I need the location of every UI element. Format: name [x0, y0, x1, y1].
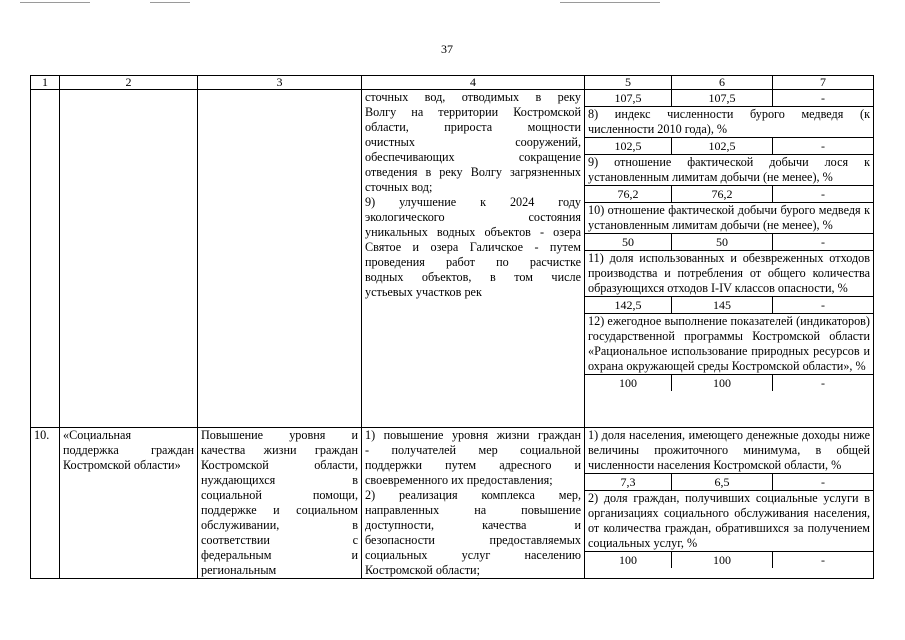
page-number: 37	[441, 42, 453, 56]
program-table	[30, 75, 874, 579]
table-row	[31, 428, 874, 579]
value-col-5: 102,5	[585, 138, 672, 154]
program-name-line: Костромской области»	[63, 458, 181, 472]
indicator-text: 9) отношение фактической добычи лося к установленным лимитам добычи (не менее), %	[585, 155, 873, 186]
indicator-values	[585, 552, 873, 568]
task-line: Костромской области;	[365, 563, 480, 577]
task-line: очистных сооружений,	[365, 135, 581, 149]
indicator-values	[585, 138, 873, 155]
value-col-6: 145	[672, 297, 773, 313]
header-row	[31, 76, 874, 90]
task-line: направленных на повышение	[365, 503, 581, 517]
value-col-7: -	[821, 553, 825, 567]
value-col-5: 76,2	[585, 186, 672, 202]
indicators-cell	[585, 428, 874, 579]
value-col-7: -	[821, 235, 825, 249]
task-line: устьевых участков рек	[365, 285, 482, 299]
goal-line: соответствии с	[201, 533, 358, 547]
indicator-text: 11) доля использованных и обезвреженных отходов производства и потребления от общего количества образующихся отходов I-IV классов опасности, %	[585, 251, 873, 297]
header-col-2: 2	[60, 76, 198, 90]
goal-line: нуждающихся в	[201, 473, 358, 487]
goal-line: Костромской области,	[201, 458, 358, 472]
task-line: уникальных водных объектов - озера	[365, 225, 581, 239]
indicator-values	[585, 234, 873, 251]
header-col-3: 3	[198, 76, 362, 90]
value-col-7: -	[821, 475, 825, 489]
indicator-values	[585, 297, 873, 314]
header-col-6: 6	[672, 76, 773, 89]
header-col-5: 5	[585, 76, 672, 89]
indicator-values	[585, 474, 873, 491]
task-line: своевременного их предоставления;	[365, 473, 553, 487]
task-line: сточных вод, отводимых в реку	[365, 90, 581, 104]
scan-artifact	[20, 2, 90, 3]
value-col-7: -	[821, 139, 825, 153]
program-name-line: поддержка граждан	[63, 443, 194, 457]
indicator-values	[585, 375, 873, 391]
indicator-values	[585, 90, 873, 107]
header-cols-5-7	[585, 76, 874, 90]
tasks-cell	[362, 90, 585, 428]
task-line: экологического состояния	[365, 210, 581, 224]
header-col-7: 7	[820, 75, 826, 89]
indicators-cell	[585, 90, 874, 428]
task-line: отведения в реку Волгу загрязненных	[365, 165, 581, 179]
table-row	[31, 90, 874, 428]
indicator-text: 1) доля населения, имеющего денежные доходы ниже величины прожиточного минимума, в общей численности населения Костромской области, %	[585, 428, 873, 474]
value-col-7: -	[821, 298, 825, 312]
value-col-6: 50	[672, 234, 773, 250]
goal-line: социальной помощи,	[201, 488, 358, 502]
value-col-5: 7,3	[585, 474, 672, 490]
value-col-5: 50	[585, 234, 672, 250]
value-col-6: 76,2	[672, 186, 773, 202]
value-col-6: 102,5	[672, 138, 773, 154]
goal-cell	[198, 90, 362, 428]
task-line: обеспечивающих сокращение	[365, 150, 581, 164]
value-col-5: 100	[585, 375, 672, 391]
indicator-text: 10) отношение фактической добычи бурого медведя к установленным лимитам добычи (не менее), %	[585, 203, 873, 234]
goal-line: Повышение уровня и	[201, 428, 358, 442]
row-number-cell	[31, 90, 60, 428]
value-col-6: 6,5	[672, 474, 773, 490]
program-name-cell	[60, 90, 198, 428]
indicator-text: 8) индекс численности бурого медведя (к численности 2010 года), %	[585, 107, 873, 138]
goal-cell	[198, 428, 362, 579]
task-line: Волгу на территории Костромской	[365, 105, 581, 119]
task-line: 1) повышение уровня жизни граждан	[365, 428, 581, 442]
row-number-cell: 10.	[31, 428, 60, 579]
goal-line: региональным	[201, 563, 277, 577]
value-col-5: 142,5	[585, 297, 672, 313]
indicator-values	[585, 186, 873, 203]
value-col-7: -	[821, 187, 825, 201]
goal-line: качества жизни граждан	[201, 443, 358, 457]
goal-line: поддержке и социальном	[201, 503, 358, 517]
task-line: - получателей мер социальной	[365, 443, 581, 457]
task-line: водных объектов, в том числе	[365, 270, 581, 284]
task-line: сточных вод;	[365, 180, 433, 194]
task-line: безопасности предоставляемых	[365, 533, 581, 547]
task-line: области, прироста мощности	[365, 120, 581, 134]
indicator-text: 12) ежегодное выполнение показателей (индикаторов) государственной программы Костромской области «Рациональное использование природных ресурсов и охрана окружающей среды Костромской области», %	[585, 314, 873, 375]
value-col-6: 100	[672, 375, 773, 391]
value-col-7: -	[821, 91, 825, 105]
task-line: поддержки путем адресного и	[365, 458, 581, 472]
program-name-cell	[60, 428, 198, 579]
indicator-text: 2) доля граждан, получивших социальные услуги в организациях социального обслуживания населения, от количества граждан, обратившихся за получением социальных услуг, %	[585, 491, 873, 552]
program-name-line: «Социальная	[63, 428, 132, 442]
task-line: Святое и озера Галичское - путем	[365, 240, 581, 254]
header-col-1: 1	[31, 76, 60, 90]
goal-line: федеральным и	[201, 548, 358, 562]
task-line: 2) реализация комплекса мер,	[365, 488, 581, 502]
value-col-6: 100	[672, 552, 773, 568]
tasks-cell	[362, 428, 585, 579]
scan-artifact	[150, 2, 190, 3]
value-col-6: 107,5	[672, 90, 773, 106]
task-line: доступности, качества и	[365, 518, 581, 532]
scan-artifact	[560, 2, 660, 3]
task-line: проведения работ по расчистке	[365, 255, 581, 269]
header-col-4: 4	[362, 76, 585, 90]
task-line: 9) улучшение к 2024 году	[365, 195, 581, 209]
goal-line: обслуживании, в	[201, 518, 358, 532]
value-col-5: 100	[585, 552, 672, 568]
value-col-7: -	[821, 376, 825, 390]
task-line: социальных услуг населению	[365, 548, 581, 562]
value-col-5: 107,5	[585, 90, 672, 106]
